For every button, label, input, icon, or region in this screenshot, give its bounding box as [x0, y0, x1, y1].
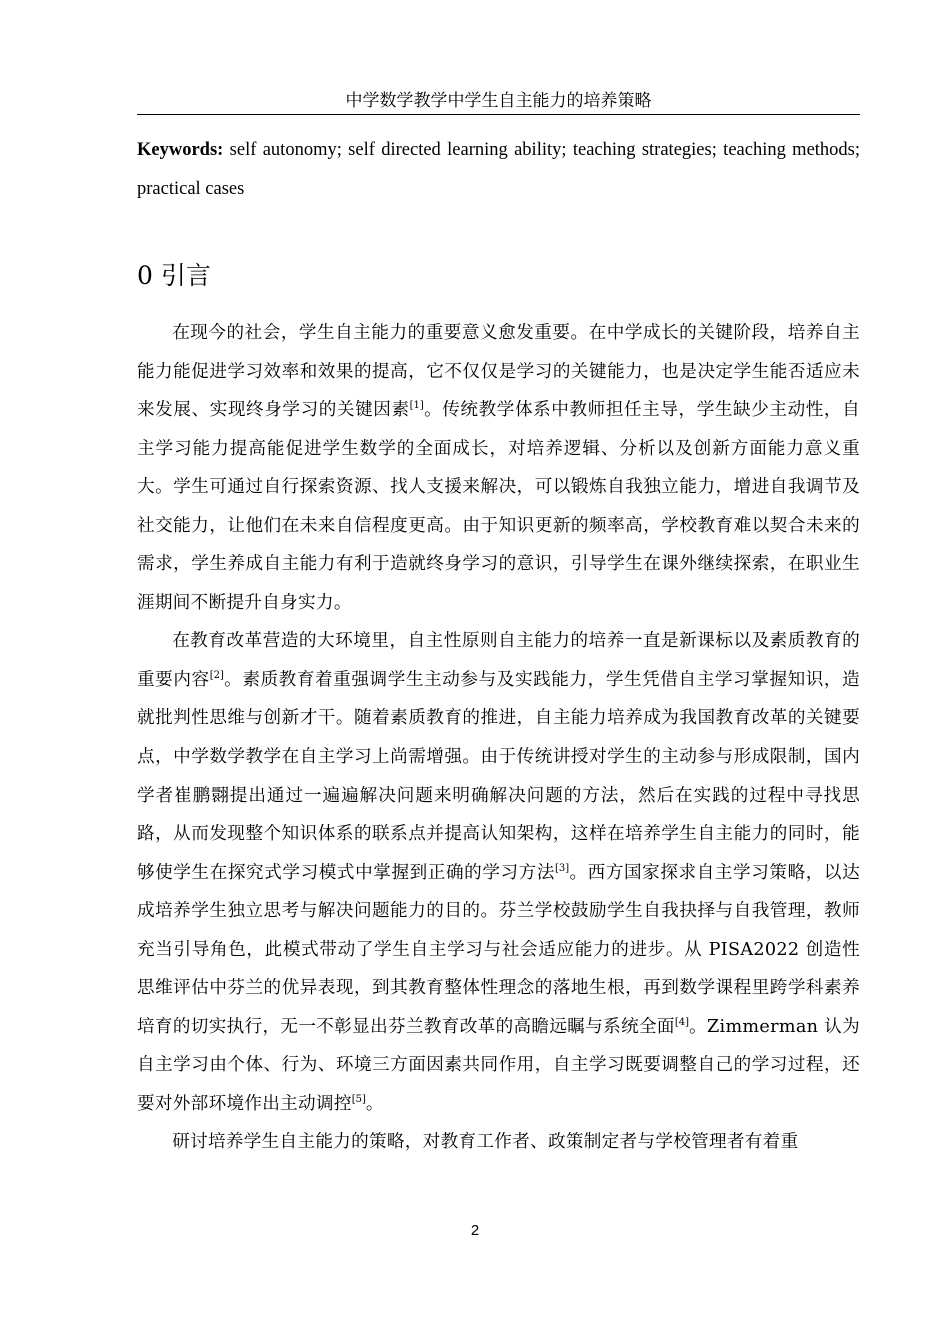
- paragraph-2: [137, 622, 860, 1123]
- keywords-label: Keywords:: [137, 140, 224, 160]
- paragraph-text: 。: [365, 1093, 384, 1114]
- paragraph-text: 。素质教育着重强调学生主动参与及实践能力，学生凭借自主学习掌握知识，造就批判性思维与创新才干。随着素质教育的推进，自主能力培养成为我国教育改革的关键要点，中学数学教学在自主学习上尚需增强。由于传统讲授对学生的主动参与形成限制，国内学者崔鹏翾提出通过一遍遍解决问题来明确解决问题的方法，然后在实践的过程中寻找思路，从而发现整个知识体系的联系点并提高认知架构，这样在培养学生自主能力的同时，能够使学生在探究式学习模式中掌握到正确的学习方法: [137, 669, 860, 883]
- paragraph-3: [137, 1123, 860, 1162]
- paragraph-text: 。Zimmerman 认为自主学习由个体、行为、环境三方面因素共同作用，自主学习既要调整自己的学习过程，还要对外部环境作出主动调控: [137, 1016, 860, 1114]
- header-rule: [137, 114, 860, 115]
- paragraph-text: 。传统教学体系中教师担任主导，学生缺少主动性，自主学习能力提高能促进学生数学的全面成长，对培养逻辑、分析以及创新方面能力意义重大。学生可通过自行探索资源、找人支援来解决，可以锻炼自我独立能力，增进自我调节及社交能力，让他们在未来自信程度更高。由于知识更新的频率高，学校教育难以契合未来的需求，学生养成自主能力有利于造就终身学习的意识，引导学生在课外继续探索，在职业生涯期间不断提升自身实力。: [137, 400, 860, 613]
- paragraph-text: 。西方国家探求自主学习策略，以达成培养学生独立思考与解决问题能力的目的。芬兰学校鼓励学生自我抉择与自我管理，教师充当引导角色，此模式带动了学生自主学习与社会适应能力的进步。从 PISA2022 创造性思维评估中芬兰的优异表现，到其教育整体性理念的落地生根，再到数学课程里跨学科素养培育的切实执行，无一不彰显出芬兰教育改革的高瞻远瞩与系统全面: [137, 862, 860, 1037]
- citation-ref: [5]: [351, 1094, 366, 1106]
- paragraph-text: 在教育改革营造的大环境里，自主性原则自主能力的培养一直是新课标以及素质教育的重要内容: [137, 631, 860, 690]
- citation-ref: [4]: [674, 1016, 690, 1028]
- citation-ref: [3]: [555, 862, 570, 874]
- keywords-block: [137, 131, 860, 208]
- keywords-text: self autonomy; self directed learning ability; teaching strategies; teaching methods; practical cases: [137, 140, 861, 199]
- page-number: 2: [470, 1222, 480, 1239]
- section-heading: 0 引言: [137, 261, 211, 290]
- paragraph-text: 研讨培养学生自主能力的策略，对教育工作者、政策制定者与学校管理者有着重: [172, 1132, 799, 1153]
- paragraph-text: 在现今的社会，学生自主能力的重要意义愈发重要。在中学成长的关键阶段，培养自主能力能促进学习效率和效果的提高，它不仅仅是学习的关键能力，也是决定学生能否适应未来发展、实现终身学习的关键因素: [137, 323, 860, 421]
- paragraph-1: [137, 314, 860, 622]
- body-text: [137, 314, 860, 1162]
- running-header: 中学数学教学中学生自主能力的培养策略: [345, 91, 652, 111]
- citation-ref: [1]: [409, 400, 424, 412]
- citation-ref: [2]: [209, 670, 224, 682]
